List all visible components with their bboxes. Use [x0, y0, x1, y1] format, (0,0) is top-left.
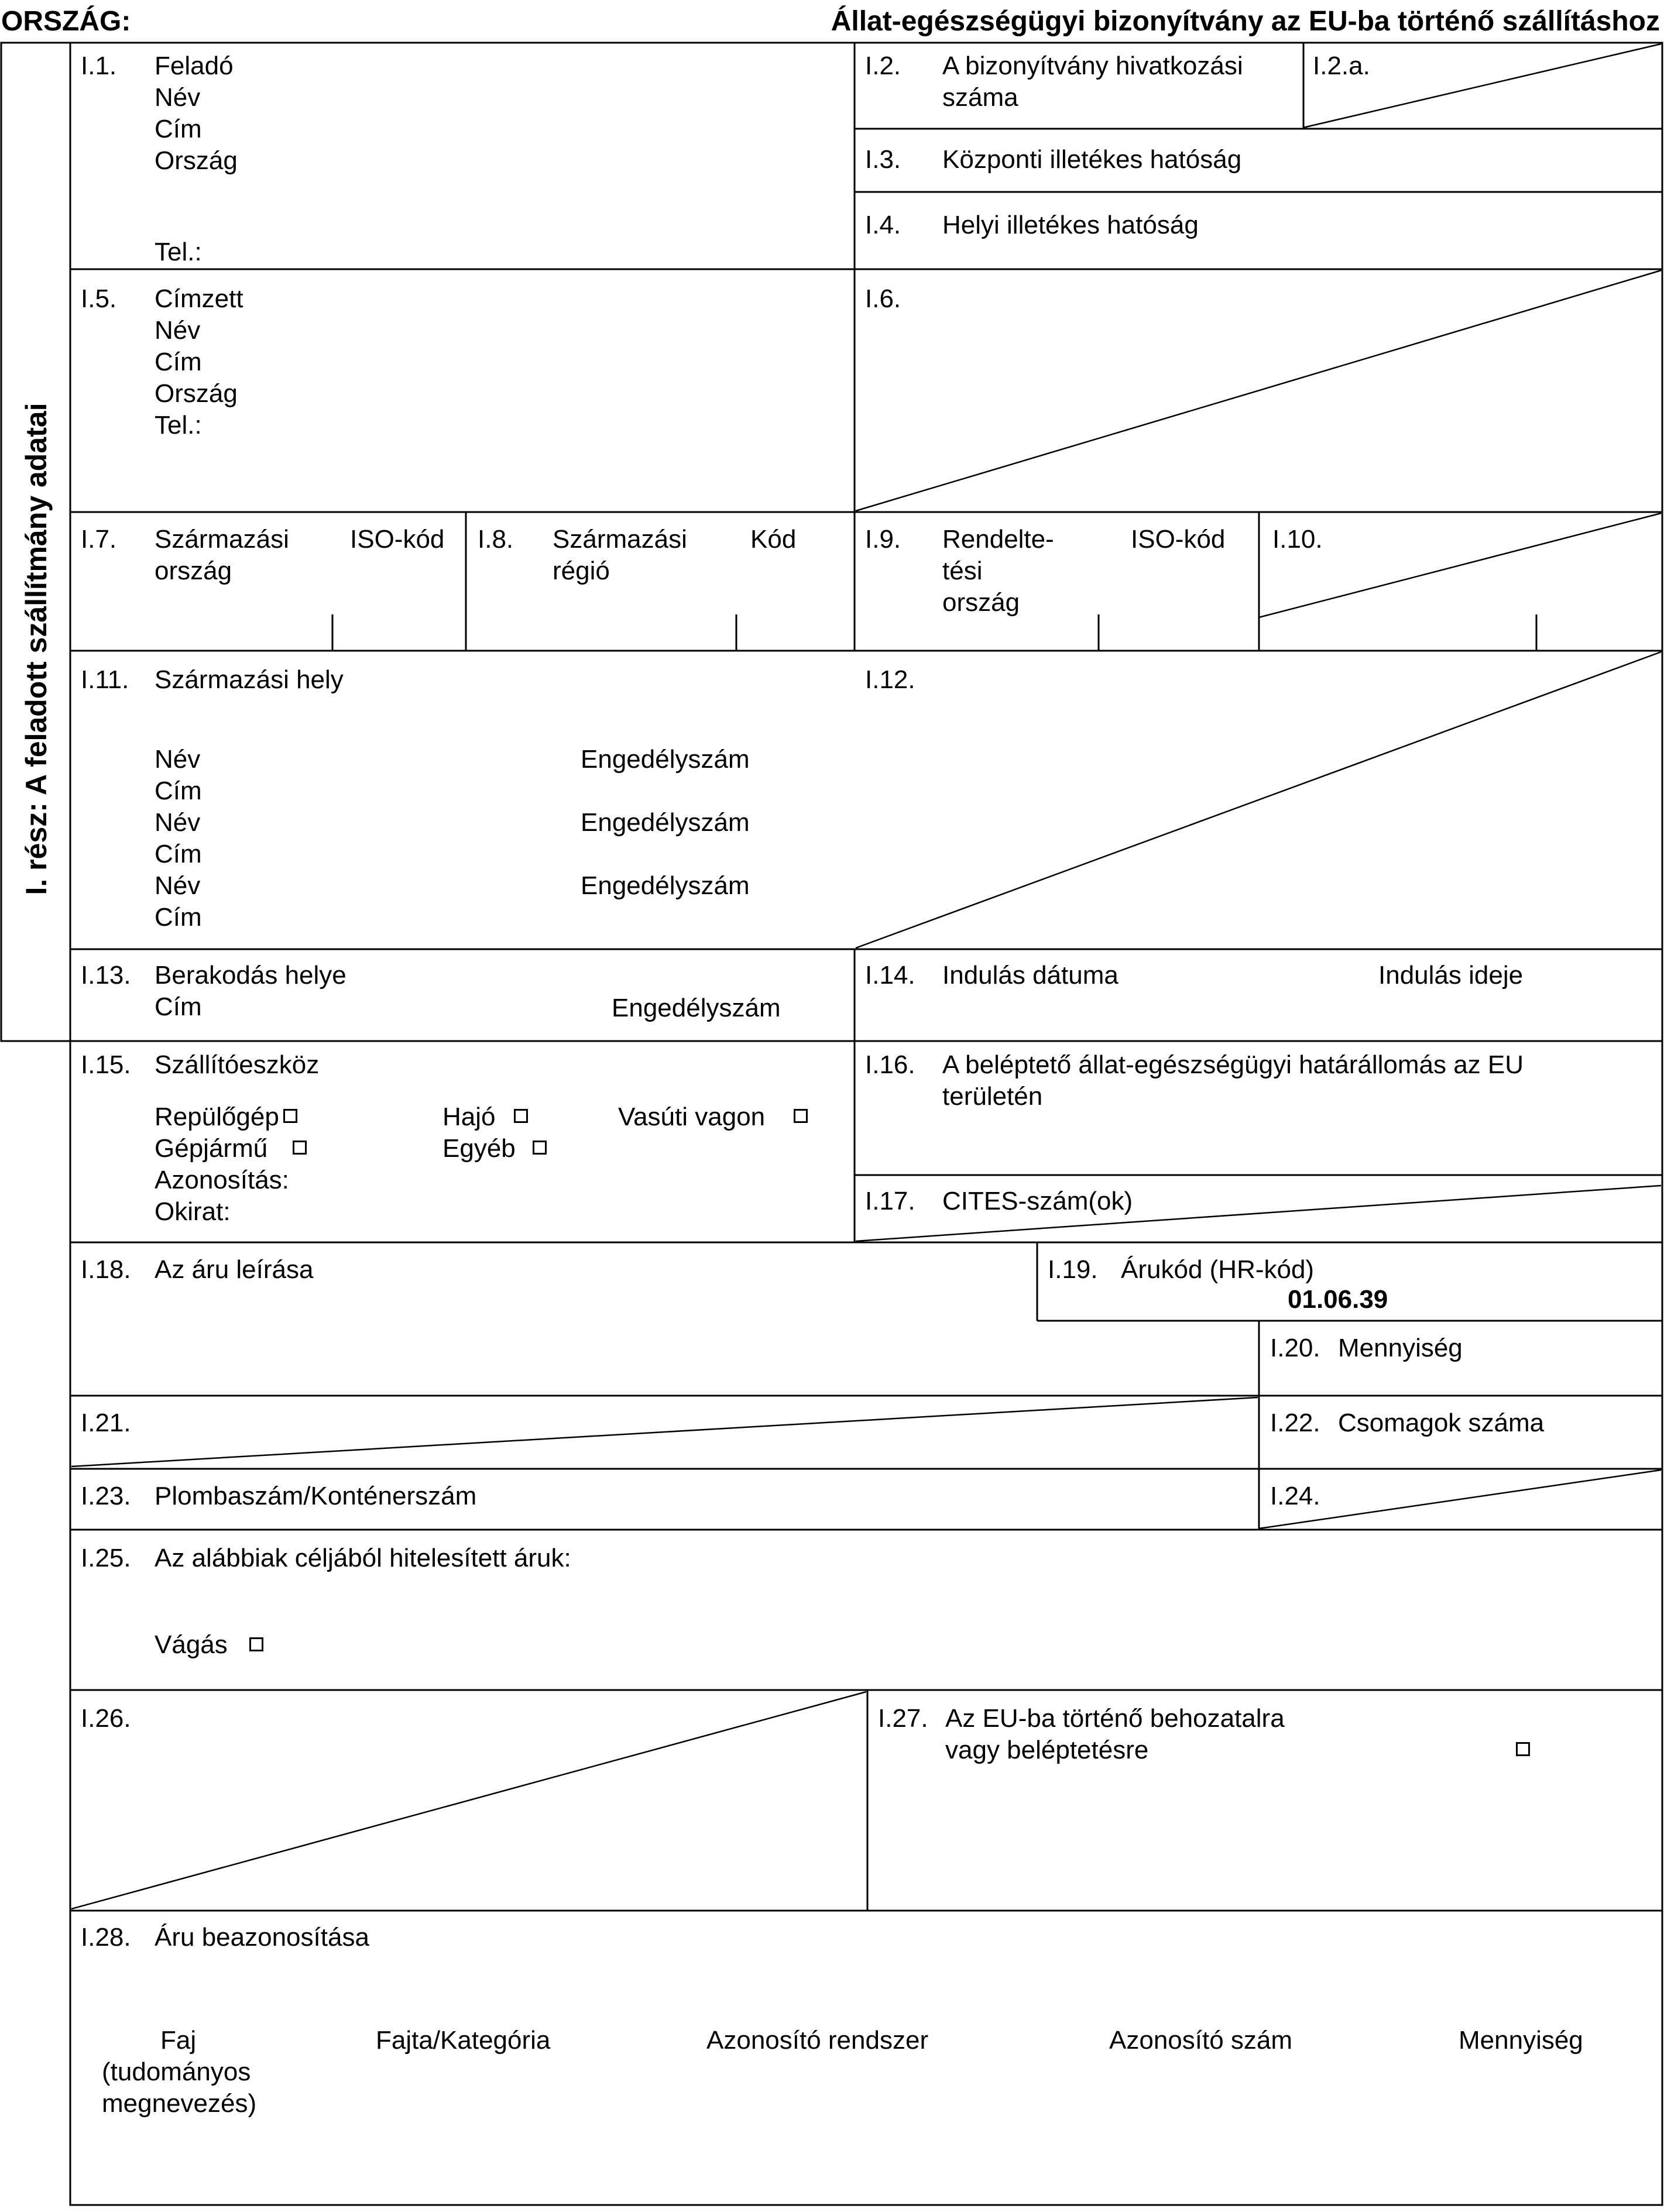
- transport-rail-label: Vasúti vagon: [618, 1102, 766, 1131]
- transport-ship-label: Hajó: [442, 1102, 496, 1131]
- commodity-code: 01.06.39: [1288, 1285, 1388, 1314]
- box-i9-title-line3: ország: [942, 588, 1020, 617]
- box-i11-address: Cím: [155, 840, 202, 868]
- box-i8-title: Származási: [553, 525, 687, 554]
- box-i2-title: A bizonyítvány hivatkozási: [942, 51, 1243, 80]
- transport-vehicle-label: Gépjármű: [155, 1134, 268, 1163]
- box-i24-number: I.24.: [1270, 1482, 1320, 1510]
- purpose-slaughter-checkbox[interactable]: [249, 1637, 263, 1651]
- box-i19-title: Árukód (HR-kód): [1121, 1255, 1315, 1284]
- box-i9-code-label: ISO-kód: [1131, 525, 1226, 554]
- box-i11-name: Név: [155, 808, 201, 837]
- column-header-id-system: Azonosító rendszer: [706, 2026, 929, 2055]
- box-i7-number: I.7.: [81, 525, 117, 554]
- box-i5-number: I.5.: [81, 284, 117, 313]
- box-i8-code-label: Kód: [750, 525, 797, 554]
- column-header-quantity: Mennyiség: [1459, 2026, 1583, 2055]
- box-i16-number: I.16.: [865, 1050, 915, 1079]
- box-i5-line: Név: [155, 316, 201, 345]
- box-i11-permit: Engedélyszám: [581, 808, 750, 837]
- box-i11-name: Név: [155, 871, 201, 900]
- form-outer-frame: [70, 43, 1662, 2205]
- box-i5-line: Tel.:: [155, 411, 202, 439]
- box-i1-tel: Tel.:: [155, 238, 202, 266]
- box-i11-permit: Engedélyszám: [581, 871, 750, 900]
- box-i16-title-line2: területén: [942, 1082, 1043, 1111]
- box-i11-title: Származási hely: [155, 665, 344, 694]
- box-i11-permit: Engedélyszám: [581, 745, 750, 774]
- box-i16-title: A beléptető állat-egészségügyi határállomás az EU: [942, 1050, 1524, 1079]
- box-i18-number: I.18.: [81, 1255, 131, 1284]
- country-label: ORSZÁG:: [1, 6, 131, 37]
- transport-vehicle-checkbox[interactable]: [293, 1141, 307, 1155]
- box-i22-number: I.22.: [1270, 1409, 1320, 1437]
- box-i27-title: Az EU-ba történő behozatalra: [945, 1704, 1285, 1733]
- side-section-title: I. rész: A feladott szállítmány adatai: [20, 403, 53, 895]
- box-i13-permit: Engedélyszám: [612, 994, 781, 1022]
- transport-other-label: Egyéb: [442, 1134, 516, 1163]
- box-i17-number: I.17.: [865, 1187, 915, 1215]
- box-i13-number: I.13.: [81, 961, 131, 990]
- box-i14-date: Indulás dátuma: [942, 961, 1119, 990]
- column-header-id-number: Azonosító szám: [1109, 2026, 1293, 2055]
- box-i1-line: Név: [155, 83, 201, 112]
- box-i22-title: Csomagok száma: [1338, 1409, 1545, 1437]
- box-i20-title: Mennyiség: [1338, 1334, 1463, 1362]
- box-i23-title: Plombaszám/Konténerszám: [155, 1482, 477, 1510]
- box-i25-number: I.25.: [81, 1544, 131, 1572]
- box-i1-line: Cím: [155, 115, 202, 143]
- box-i23-number: I.23.: [81, 1482, 131, 1510]
- box-i28-title: Áru beazonosítása: [155, 1923, 369, 1952]
- box-i1-line: Ország: [155, 146, 238, 175]
- box-i7-title-line2: ország: [155, 557, 232, 585]
- box-i21-number: I.21.: [81, 1409, 131, 1437]
- column-header-species-line2: (tudományos: [102, 2058, 251, 2086]
- box-i26-number: I.26.: [81, 1704, 131, 1733]
- box-i9-number: I.9.: [865, 525, 901, 554]
- box-i12-number: I.12.: [865, 665, 915, 694]
- box-i15-title: Szállítóeszköz: [155, 1050, 320, 1079]
- box-i17-title: CITES-szám(ok): [942, 1187, 1133, 1215]
- transport-document-label: Okirat:: [155, 1197, 231, 1226]
- box-i6-number: I.6.: [865, 284, 901, 313]
- box-i9-title: Rendelte-: [942, 525, 1054, 554]
- box-i2-title-line2: száma: [942, 83, 1018, 112]
- box-i11-number: I.11.: [81, 665, 129, 694]
- box-i3-number: I.3.: [865, 145, 901, 174]
- column-header-species-line3: megnevezés): [102, 2089, 257, 2118]
- box-i11-address: Cím: [155, 777, 202, 805]
- box-i9-title-line2: tési: [942, 557, 983, 585]
- box-i7-title: Származási: [155, 525, 289, 554]
- box-i19-number: I.19.: [1048, 1255, 1098, 1284]
- box-i18-title: Az áru leírása: [155, 1255, 314, 1284]
- transport-ship-checkbox[interactable]: [514, 1109, 528, 1123]
- box-i4-title: Helyi illetékes hatóság: [942, 211, 1199, 239]
- box-i8-title-line2: régió: [553, 557, 610, 585]
- box-i15-number: I.15.: [81, 1050, 131, 1079]
- column-header-species: Faj: [160, 2026, 197, 2055]
- box-i2a-number: I.2.a.: [1313, 51, 1370, 80]
- box-i20-number: I.20.: [1270, 1334, 1320, 1362]
- box-i1-title: Feladó: [155, 51, 234, 80]
- purpose-slaughter-label: Vágás: [155, 1630, 228, 1659]
- box-i13-title: Berakodás helye: [155, 961, 346, 990]
- transport-other-checkbox[interactable]: [533, 1141, 547, 1155]
- box-i13-address: Cím: [155, 992, 202, 1021]
- box-i10-number: I.10.: [1272, 525, 1323, 554]
- box-i8-number: I.8.: [478, 525, 514, 554]
- box-i25-title: Az alábbiak céljából hitelesített áruk:: [155, 1544, 571, 1572]
- column-header-breed: Fajta/Kategória: [376, 2026, 551, 2055]
- transport-plane-checkbox[interactable]: [283, 1109, 297, 1123]
- box-i11-name: Név: [155, 745, 201, 774]
- box-i4-number: I.4.: [865, 211, 901, 239]
- box-i5-line: Ország: [155, 379, 238, 408]
- box-i7-code-label: ISO-kód: [350, 525, 445, 554]
- box-i14-time: Indulás ideje: [1378, 961, 1524, 990]
- transport-rail-checkbox[interactable]: [794, 1109, 808, 1123]
- box-i27-number: I.27.: [878, 1704, 928, 1733]
- import-entry-checkbox[interactable]: [1516, 1742, 1530, 1756]
- box-i5-line: Cím: [155, 348, 202, 376]
- transport-plane-label: Repülőgép: [155, 1102, 279, 1131]
- box-i14-number: I.14.: [865, 961, 915, 990]
- box-i3-title: Központi illetékes hatóság: [942, 145, 1242, 174]
- box-i28-number: I.28.: [81, 1923, 131, 1952]
- box-i5-title: Címzett: [155, 284, 243, 313]
- certificate-title: Állat-egészségügyi bizonyítvány az EU-ba történő szállításhoz: [831, 6, 1660, 37]
- box-i1-number: I.1.: [81, 51, 117, 80]
- box-i11-address: Cím: [155, 903, 202, 932]
- box-i27-title-line2: vagy beléptetésre: [945, 1736, 1149, 1764]
- transport-identification-label: Azonosítás:: [155, 1166, 289, 1194]
- box-i2-number: I.2.: [865, 51, 901, 80]
